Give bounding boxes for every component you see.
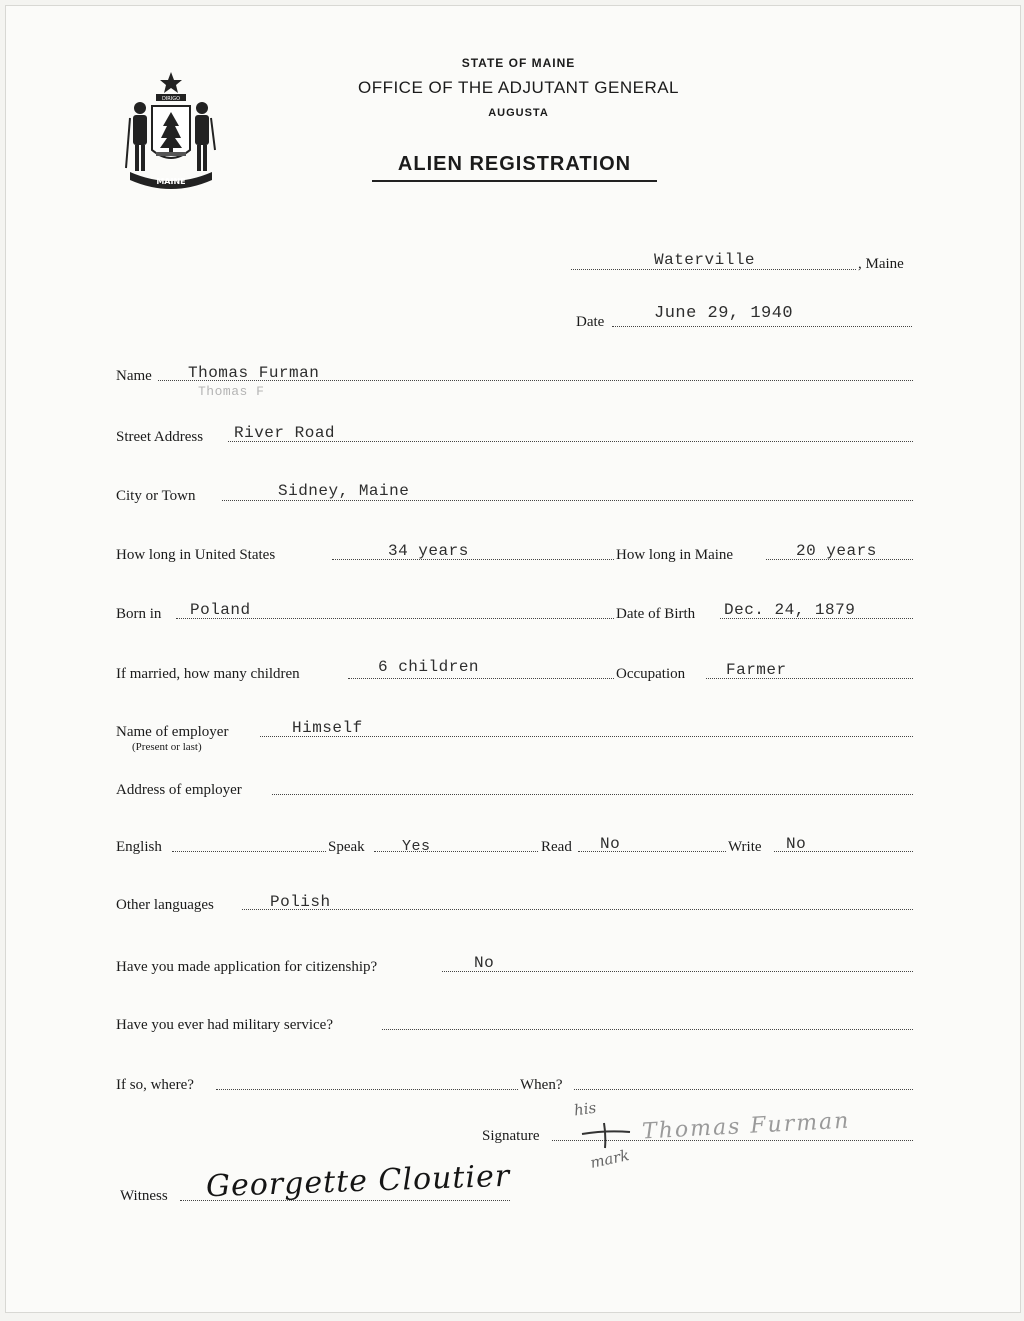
occupation-label: Occupation — [616, 666, 686, 682]
signature-name: Thomas Furman — [641, 1108, 851, 1145]
svg-text:MAINE: MAINE — [156, 177, 186, 186]
form-title: ALIEN REGISTRATION — [372, 153, 657, 182]
date-line — [612, 326, 912, 327]
maine-state-seal-icon — [116, 68, 226, 192]
dob-label: Date of Birth — [616, 606, 696, 622]
name-label: Name — [116, 368, 152, 384]
header-office: OFFICE OF THE ADJUTANT GENERAL — [357, 78, 680, 97]
city-value: Sidney, Maine — [278, 482, 410, 500]
employer-label: Name of employer — [116, 724, 229, 740]
read-label: Read — [541, 839, 572, 855]
witness-signature: Georgette Cloutier — [205, 1158, 511, 1205]
signature-mark-bottom: mark — [588, 1146, 631, 1172]
other-languages-label: Other languages — [116, 897, 214, 913]
when-line — [574, 1089, 913, 1090]
citizenship-label: Have you made application for citizenship? — [116, 959, 378, 975]
place-line — [571, 269, 856, 270]
write-value: No — [786, 835, 807, 853]
where-label: If so, where? — [116, 1077, 194, 1093]
where-line — [216, 1089, 518, 1090]
city-label: City or Town — [116, 488, 196, 504]
children-line — [348, 678, 614, 679]
born-in-value: Poland — [190, 601, 251, 619]
date-value: June 29, 1940 — [654, 304, 794, 323]
english-label: English — [116, 839, 162, 855]
children-value: 6 children — [378, 658, 480, 676]
english-line — [172, 851, 326, 852]
name-faint-impression: Thomas F — [198, 384, 265, 399]
citizenship-value: No — [474, 954, 495, 972]
other-languages-line — [242, 909, 913, 910]
how-long-maine-value: 20 years — [796, 542, 877, 560]
street-label: Street Address — [116, 429, 204, 445]
place-suffix: , Maine — [858, 256, 904, 272]
employer-address-line — [272, 794, 913, 795]
signature-label: Signature — [482, 1128, 540, 1144]
how-long-maine-label: How long in Maine — [616, 547, 734, 563]
how-long-us-value: 34 years — [388, 542, 469, 560]
speak-label: Speak — [328, 839, 365, 855]
how-long-us-label: How long in United States — [116, 547, 276, 563]
registration-form — [5, 5, 1021, 1313]
military-line — [382, 1029, 913, 1030]
occupation-value: Farmer — [726, 661, 787, 679]
when-label: When? — [520, 1077, 563, 1093]
dob-value: Dec. 24, 1879 — [724, 601, 856, 619]
city-line — [222, 500, 913, 501]
children-label: If married, how many children — [116, 666, 300, 682]
speak-value: Yes — [402, 838, 431, 855]
signature-mark-top: his — [572, 1098, 598, 1120]
name-value: Thomas Furman — [188, 364, 320, 382]
svg-text:DIRIGO: DIRIGO — [161, 96, 181, 102]
street-value: River Road — [234, 424, 336, 442]
employer-address-label: Address of employer — [116, 782, 242, 798]
born-in-label: Born in — [116, 606, 162, 622]
how-long-us-line — [332, 559, 614, 560]
other-languages-value: Polish — [270, 893, 331, 911]
header-city: AUGUSTA — [488, 107, 549, 119]
write-label: Write — [728, 839, 762, 855]
speak-line — [374, 851, 538, 852]
employer-value: Himself — [292, 719, 363, 737]
header-state: STATE OF MAINE — [461, 56, 576, 70]
military-label: Have you ever had military service? — [116, 1017, 333, 1033]
read-value: No — [600, 835, 621, 853]
employer-sublabel: (Present or last) — [132, 741, 202, 753]
citizenship-line — [442, 971, 913, 972]
place-value: Waterville — [654, 251, 756, 269]
witness-label: Witness — [120, 1188, 168, 1204]
date-label: Date — [576, 314, 605, 330]
